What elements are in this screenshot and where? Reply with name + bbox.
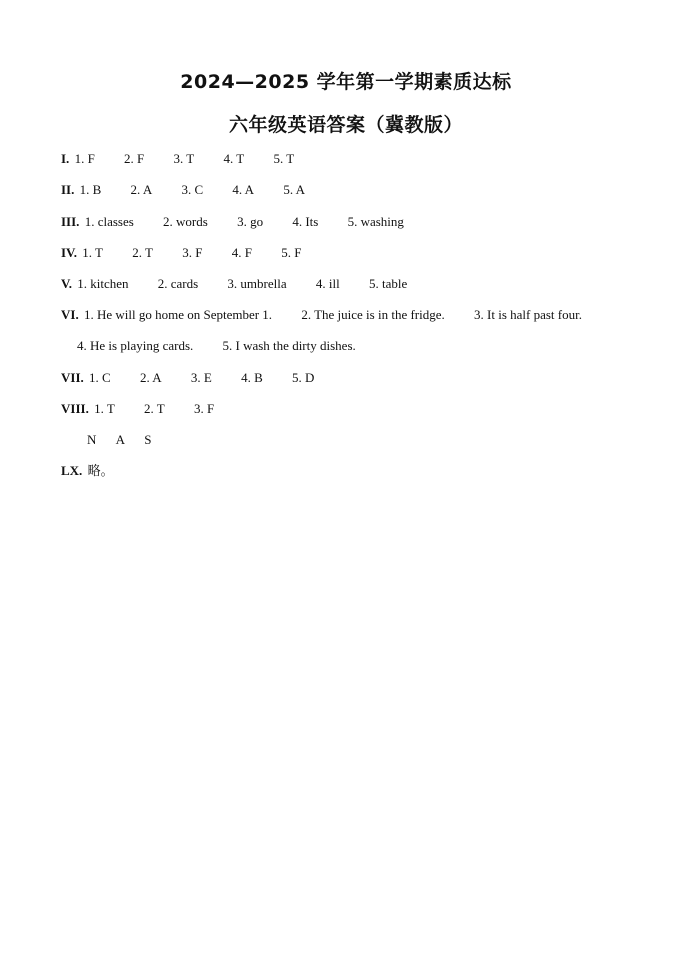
answer-item: 3. umbrella [227, 276, 287, 291]
answer-item: 3. E [190, 370, 212, 385]
answer-item: 3. go [237, 214, 264, 229]
answer-item: 4. He is playing cards. [77, 338, 194, 353]
section-label: IV. [61, 245, 78, 260]
answer-item: 2. cards [157, 276, 199, 291]
section-label: II. [61, 182, 75, 197]
answer-item: 3. F [182, 245, 203, 260]
answer-item: 2. A [130, 182, 153, 197]
answer-item: 1. classes [84, 214, 134, 229]
section-8-letters [87, 430, 168, 450]
section-7-answers [61, 368, 314, 388]
answer-letter: S [144, 432, 152, 447]
answer-item: 5. A [283, 182, 305, 197]
answer-item: 5. T [273, 151, 295, 166]
section-8-answers [61, 399, 214, 419]
answer-item: 4. F [231, 245, 252, 260]
answer-item: 2. A [139, 370, 162, 385]
answer-item: 2. T [144, 401, 165, 416]
answer-letter: A [115, 432, 126, 447]
section-label: I. [61, 151, 70, 166]
section-6-answers [61, 305, 582, 325]
answer-item: 4. Its [292, 214, 319, 229]
answer-item: 4. A [232, 182, 255, 197]
answer-item: 3. F [194, 401, 215, 416]
answer-item: 1. He will go home on September 1. [83, 307, 273, 322]
section-label: LX. [61, 463, 83, 478]
answer-item: 5. I wash the dirty dishes. [222, 338, 356, 353]
section-label: III. [61, 214, 80, 229]
section-6-answers-continued [77, 336, 356, 356]
answer-item: 1. T [94, 401, 115, 416]
answer-item: 5. D [291, 370, 315, 385]
section-5-answers [61, 274, 407, 294]
document-title: 2024—2025 学年第一学期素质达标 [180, 71, 512, 93]
document-subtitle: 六年级英语答案（冀教版） [228, 114, 463, 136]
answer-item: 1. B [79, 182, 102, 197]
section-1-answers [61, 149, 294, 169]
answer-item: 3. T [173, 151, 195, 166]
answer-item: 略。 [87, 464, 114, 479]
answer-item: 1. kitchen [77, 276, 129, 291]
answer-item: 3. It is half past four. [474, 307, 582, 322]
answer-item: 2. F [124, 151, 145, 166]
section-2-answers [61, 180, 305, 200]
section-label: VI. [61, 307, 79, 322]
section-9-answers [61, 461, 114, 481]
section-label: V. [61, 276, 72, 291]
answer-item: 1. T [82, 245, 103, 260]
answer-item: 2. words [163, 214, 208, 229]
answer-item: 4. ill [315, 276, 340, 291]
answer-item: 4. T [223, 151, 245, 166]
answer-item: 4. B [241, 370, 263, 385]
answer-item: 1. F [74, 151, 95, 166]
answer-item: 3. C [181, 182, 204, 197]
section-label: VII. [61, 370, 84, 385]
answer-item: 5. F [281, 245, 302, 260]
answer-item: 2. T [132, 245, 153, 260]
answer-item: 5. washing [347, 214, 404, 229]
section-3-answers [61, 212, 404, 232]
section-label: VIII. [61, 401, 89, 416]
answer-item: 1. C [89, 370, 111, 385]
answer-item: 2. The juice is in the fridge. [301, 307, 445, 322]
answer-item: 5. table [368, 276, 408, 291]
section-4-answers [61, 243, 301, 263]
answer-letter: N [87, 432, 97, 447]
